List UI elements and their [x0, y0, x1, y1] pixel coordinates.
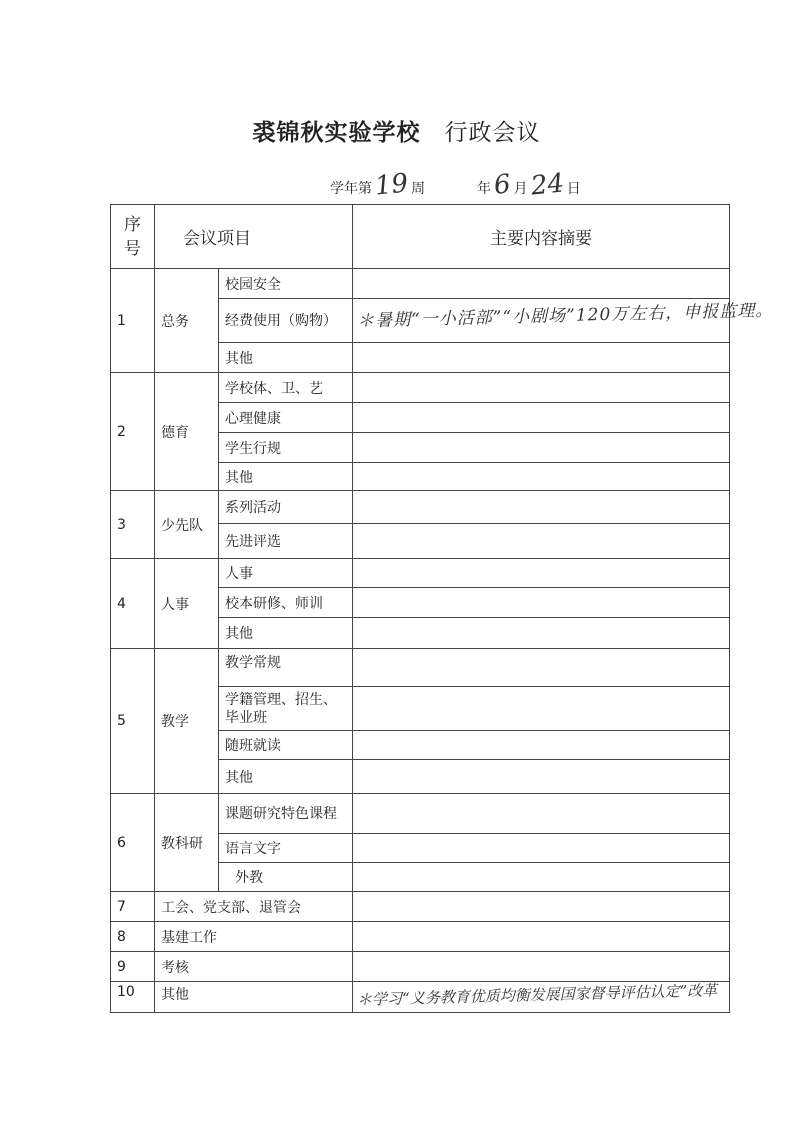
category-name: 德育 [155, 373, 219, 491]
sub-item: 教学常规 [219, 649, 353, 687]
category-name: 人事 [155, 559, 219, 649]
row-number: 7 [111, 892, 155, 922]
sub-item: 其他 [219, 343, 353, 373]
table-row [111, 373, 730, 403]
sub-item: 语言文字 [219, 834, 353, 863]
content-cell [353, 731, 730, 760]
category-name: 基建工作 [155, 922, 353, 952]
sub-item: 外教 [219, 863, 353, 892]
sub-item: 经费使用（购物） [219, 299, 353, 343]
content-cell [353, 982, 730, 1013]
table-row [111, 794, 730, 834]
sub-item: 其他 [219, 618, 353, 649]
content-cell [353, 863, 730, 892]
content-cell [353, 373, 730, 403]
day-suffix: 日 [566, 181, 581, 197]
header-no: 序号 [111, 205, 155, 269]
table-row [111, 982, 730, 1013]
table-row [111, 922, 730, 952]
month-suffix: 月 [513, 181, 528, 197]
table-row [111, 892, 730, 922]
week-number: 19 [373, 168, 410, 202]
content-cell [353, 299, 774, 343]
meeting-type: 行政会议 [444, 120, 541, 146]
header-content: 主要内容摘要 [353, 205, 730, 269]
category-name: 少先队 [155, 491, 219, 559]
table-row [111, 952, 730, 982]
content-cell [353, 343, 730, 373]
sub-item: 学生行规 [219, 433, 353, 463]
row-number: 3 [111, 491, 155, 559]
day-number: 24 [529, 168, 566, 202]
table-row [111, 559, 730, 588]
content-cell [353, 524, 730, 559]
sub-item: 学籍管理、招生、毕业班 [219, 687, 353, 731]
row-number: 1 [111, 269, 155, 373]
content-cell [353, 687, 730, 731]
header-item: 会议项目 [155, 205, 353, 269]
sub-item: 校园安全 [219, 269, 353, 299]
category-name: 总务 [155, 269, 219, 373]
table-row [111, 491, 730, 524]
content-cell [353, 463, 730, 491]
handwritten-note: ＊暑期“一小活部”“小剧场”120万左右，申报监理。 [356, 300, 774, 332]
content-cell [353, 491, 730, 524]
content-cell [353, 892, 730, 922]
row-number: 2 [111, 373, 155, 491]
sub-item: 课题研究特色课程 [219, 794, 353, 834]
date-line [330, 170, 581, 200]
content-cell [353, 834, 730, 863]
content-cell [353, 559, 730, 588]
category-name: 教学 [155, 649, 219, 794]
content-cell [353, 269, 730, 299]
sub-item: 学校体、卫、艺 [219, 373, 353, 403]
category-name: 教科研 [155, 794, 219, 892]
content-cell [353, 649, 730, 687]
school-name: 裘锦秋实验学校 [252, 120, 421, 146]
date-prefix: 学年第 [330, 181, 372, 197]
table-row [111, 269, 730, 299]
row-number: 5 [111, 649, 155, 794]
sub-item: 系列活动 [219, 491, 353, 524]
sub-item: 校本研修、师训 [219, 588, 353, 618]
row-number: 6 [111, 794, 155, 892]
category-name: 工会、党支部、退管会 [155, 892, 353, 922]
header-row [111, 205, 730, 269]
sub-item: 其他 [219, 760, 353, 794]
category-name: 考核 [155, 952, 353, 982]
row-number: 10 [111, 982, 155, 1013]
sub-item: 心理健康 [219, 403, 353, 433]
year-suffix: 年 [477, 181, 492, 197]
row-number: 8 [111, 922, 155, 952]
sub-item: 其他 [219, 463, 353, 491]
content-cell [353, 922, 730, 952]
content-cell [353, 618, 730, 649]
week-suffix: 周 [411, 181, 426, 197]
row-number: 4 [111, 559, 155, 649]
sub-item: 随班就读 [219, 731, 353, 760]
content-cell [353, 433, 730, 463]
content-cell [353, 588, 730, 618]
document-title [0, 114, 793, 154]
handwritten-note: ＊学习“义务教育优质均衡发展国家督导评估认定”改革 [356, 981, 718, 1009]
meeting-table [110, 204, 774, 1013]
table-row [111, 649, 730, 687]
sub-item: 人事 [219, 559, 353, 588]
content-cell [353, 403, 730, 433]
category-name: 其他 [155, 982, 353, 1013]
content-cell [353, 760, 730, 794]
sub-item: 先进评选 [219, 524, 353, 559]
row-number: 9 [111, 952, 155, 982]
content-cell [353, 952, 730, 982]
month-number: 6 [492, 169, 513, 201]
content-cell [353, 794, 730, 834]
